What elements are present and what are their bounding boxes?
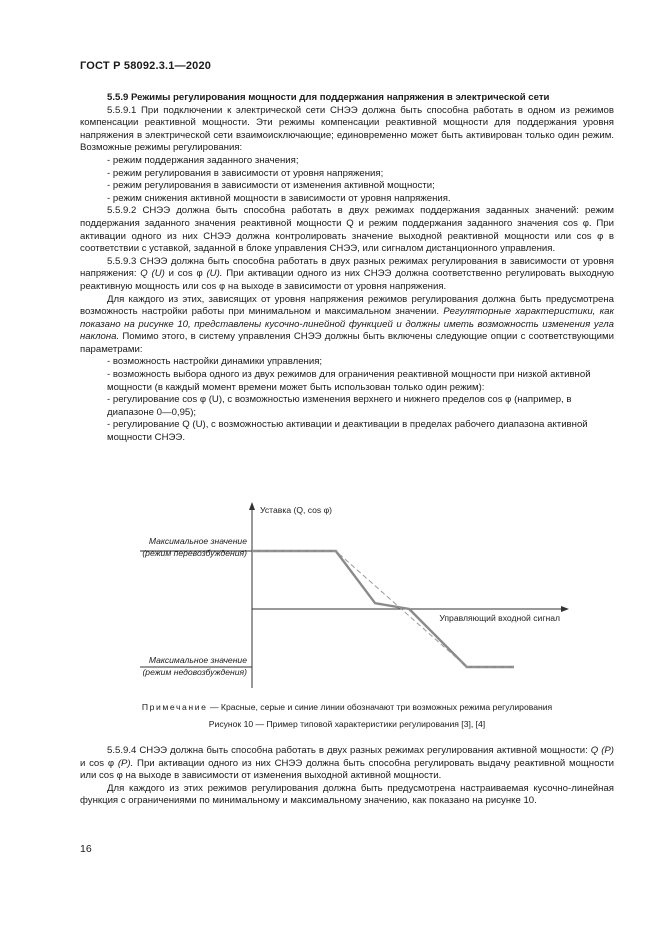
p4-text-a: Для каждого из этих, зависящих от уровня напряжения режимов регулирования должна быть предусмотрена возможность настройки работы при минимальном и максимальном значении. bbox=[80, 293, 614, 318]
x-axis-label: Управляющий входной сигнал bbox=[439, 613, 560, 623]
p5-text-c: При активации одного из них СНЭЭ должна быть способна регулировать выдачу реактивной мощности или cos φ на выходе в зависимости от изменения выходной активной мощности. bbox=[80, 757, 614, 782]
modes-list bbox=[80, 155, 614, 205]
x-axis-arrow-icon bbox=[561, 606, 569, 612]
section-title: 5.5.9 Режимы регулирования мощности для поддержания напряжения в электрической сети bbox=[107, 92, 550, 103]
paragraph-piecewise: Для каждого из этих режимов регулирования должна быть предусмотрена настраиваемая кусочно-линейная функция с ограничениями по минимальному и максимальному значению, как показано на рисунке 10. bbox=[80, 782, 614, 807]
p4-italic-text: Регуляторные характеристики, как показано на рисунке 10, представлены кусочно-линейной функцией и должны иметь возможность изменения угла наклона. bbox=[80, 306, 614, 343]
list-item: - регулирование Q (U), с возможностью активации и деактивации в пределах рабочего диапазона активной мощности СНЭЭ. bbox=[107, 419, 614, 444]
max-label-line1: Максимальное значение bbox=[148, 536, 247, 546]
p5-formula-cosp: (P). bbox=[117, 757, 134, 769]
p5-text-a: 5.5.9.4 СНЭЭ должна быть способна работать в двух разных режимах регулирования активной мощности: bbox=[107, 745, 591, 756]
p4-text-b: Помимо этого, в систему управления СНЭЭ должны быть включены следующие опции с соответствующими параметрами: bbox=[80, 331, 614, 355]
list-item: - возможность выбора одного из двух режимов для ограничения реактивной мощности при низкой активной мощности (в каждый момент времени может быть использован только один режим): bbox=[107, 369, 614, 394]
paragraph-5-5-9-2: 5.5.9.2 СНЭЭ должна быть способна работать в двух режимах поддержания заданных значений: режим поддержания заданного значения реактивной мощности Q и режим поддержания заданного значения cos φ. При активации одного из них СНЭЭ должна контролировать значение выходной реактивной мощности или cos φ в соответствии с уставкой, заданной в блоке управления СНЭЭ, или сигналом дистанционного управления. bbox=[80, 205, 614, 255]
p5-text-b: и cos φ bbox=[80, 757, 118, 769]
p3-text-a: 5.5.9.3 СНЭЭ должна быть способна работать в двух разных режимах регулирования в зависимости от уровня напряжения: bbox=[80, 255, 614, 280]
note-text: — Красные, серые и синие линии обозначают три возможных режима регулирования bbox=[207, 702, 553, 712]
page-number: 16 bbox=[80, 843, 92, 855]
regulation-chart-svg bbox=[80, 500, 614, 690]
paragraph-5-5-9-3 bbox=[80, 256, 614, 294]
note-prefix: Примечание bbox=[141, 702, 208, 712]
p3-formula-cosu: (U). bbox=[206, 268, 223, 280]
p5-formula-qp: Q (P) bbox=[590, 745, 614, 756]
min-label-line1: Максимальное значение bbox=[148, 655, 247, 665]
y-axis-label: Уставка (Q, cos φ) bbox=[260, 505, 332, 515]
paragraph-voltage-modes bbox=[80, 294, 614, 357]
list-item: - режим регулирования в зависимости от изменения активной мощности; bbox=[107, 180, 614, 193]
standard-header: ГОСТ Р 58092.3.1—2020 bbox=[80, 60, 212, 72]
section-5-5-9 bbox=[80, 92, 614, 445]
figure-caption: Рисунок 10 — Пример типовой характеристики регулирования [3], [4] bbox=[208, 719, 486, 729]
p3-formula-qu: Q (U) bbox=[140, 268, 165, 280]
min-label-line2: (режим недовозбуждения) bbox=[142, 667, 247, 677]
figure-note bbox=[80, 702, 614, 712]
y-axis-arrow-icon bbox=[249, 502, 255, 510]
list-item: - возможность настройки динамики управления; bbox=[107, 356, 614, 369]
options-list bbox=[80, 356, 614, 444]
list-item: - режим снижения активной мощности в зависимости от уровня напряжения. bbox=[107, 193, 614, 206]
max-label-line2: (режим перевозбуждения) bbox=[142, 548, 247, 558]
p3-text-c: При активации одного из них СНЭЭ должна соответственно регулировать выходную реактивную мощность или cos φ на выходе в зависимости от уровня напряжения. bbox=[80, 268, 614, 292]
figure-10-chart bbox=[80, 500, 614, 690]
p3-text-b: и cos φ bbox=[164, 268, 207, 280]
list-item: - регулирование cos φ (U), с возможностью изменения верхнего и нижнего пределов cos φ (например, в диапазоне 0—0,95); bbox=[107, 394, 614, 419]
paragraph-5-5-9-1: 5.5.9.1 При подключении к электрической сети СНЭЭ должна быть способна работать в одном из режимов компенсации реактивной мощности. Эти режимы компенсации реактивной мощности для поддержания уровня напряжения в электрической сети взаимоисключающие; единовременно может быть активирован только один режим. Возможные режимы регулирования: bbox=[80, 104, 614, 154]
paragraph-5-5-9-4 bbox=[80, 745, 614, 783]
section-5-5-9-4 bbox=[80, 745, 614, 808]
list-item: - режим регулирования в зависимости от уровня напряжения; bbox=[107, 168, 614, 181]
list-item: - режим поддержания заданного значения; bbox=[107, 155, 614, 168]
